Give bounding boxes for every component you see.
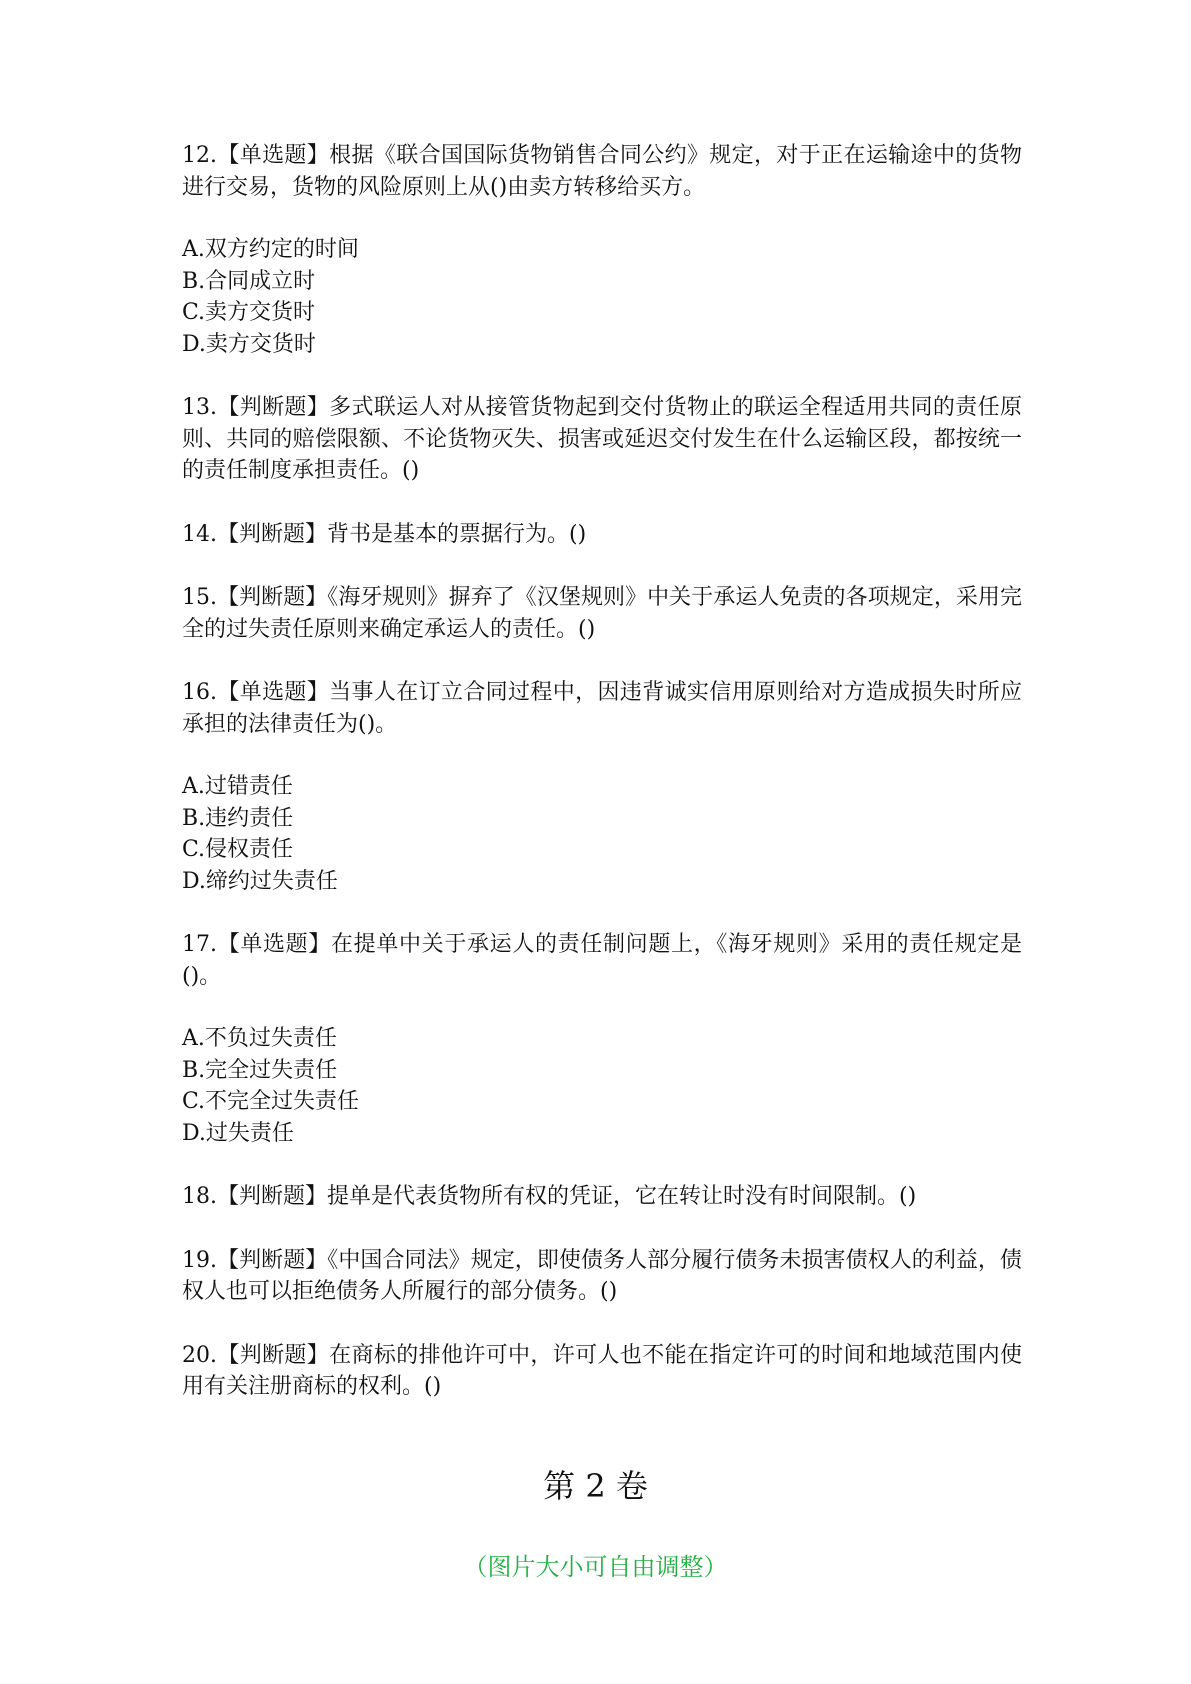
options-16 xyxy=(182,771,1022,897)
question-12: 12.【单选题】根据《联合国国际货物销售合同公约》规定，对于正在运输途中的货物进行交易，货物的风险原则上从()由卖方转移给买方。 xyxy=(182,143,1022,200)
option-b: B.完全过失责任 xyxy=(182,1057,338,1083)
question-19: 19.【判断题】《中国合同法》规定，即使债务人部分履行债务未损害债权人的利益，债权人也可以拒绝债务人所履行的部分债务。() xyxy=(182,1247,1022,1304)
question-18: 18.【判断题】提单是代表货物所有权的凭证，它在转让时没有时间限制。() xyxy=(182,1184,917,1209)
question-20: 20.【判断题】在商标的排他许可中，许可人也不能在指定许可的时间和地域范围内使用有关注册商标的权利。() xyxy=(182,1342,1022,1399)
options-17 xyxy=(182,1023,1022,1149)
question-16: 16.【单选题】当事人在订立合同过程中，因违背诚实信用原则给对方造成损失时所应承担的法律责任为()。 xyxy=(182,680,1022,737)
option-c: C.侵权责任 xyxy=(182,837,294,862)
option-d: D.卖方交货时 xyxy=(182,331,316,357)
option-c: C.不完全过失责任 xyxy=(182,1089,360,1114)
image-resize-note: （图片大小可自由调整） xyxy=(463,1553,728,1581)
question-17: 17.【单选题】在提单中关于承运人的责任制问题上，《海牙规则》采用的责任规定是()。 xyxy=(182,932,1022,989)
question-13: 13.【判断题】多式联运人对从接管货物起到交付货物止的联运全程适用共同的责任原则、共同的赔偿限额、不论货物灭失、损害或延迟交付发生在什么运输区段，都按统一的责任制度承担责任。() xyxy=(182,395,1022,483)
option-b: B.违约责任 xyxy=(182,805,294,831)
option-d: D.缔约过失责任 xyxy=(182,868,338,894)
option-a: A.双方约定的时间 xyxy=(182,237,359,262)
option-b: B.合同成立时 xyxy=(182,268,316,294)
question-14: 14.【判断题】背书是基本的票据行为。() xyxy=(182,521,587,547)
option-d: D.过失责任 xyxy=(182,1120,294,1146)
question-15: 15.【判断题】《海牙规则》摒弃了《汉堡规则》中关于承运人免责的各项规定，采用完全的过失责任原则来确定承运人的责任。() xyxy=(182,585,1022,642)
option-c: C.卖方交货时 xyxy=(182,300,316,325)
options-12 xyxy=(182,234,1022,360)
volume-title: 第 2 卷 xyxy=(543,1467,648,1505)
question-list xyxy=(182,140,1022,1435)
option-a: A.过错责任 xyxy=(182,774,293,799)
option-a: A.不负过失责任 xyxy=(182,1026,337,1051)
